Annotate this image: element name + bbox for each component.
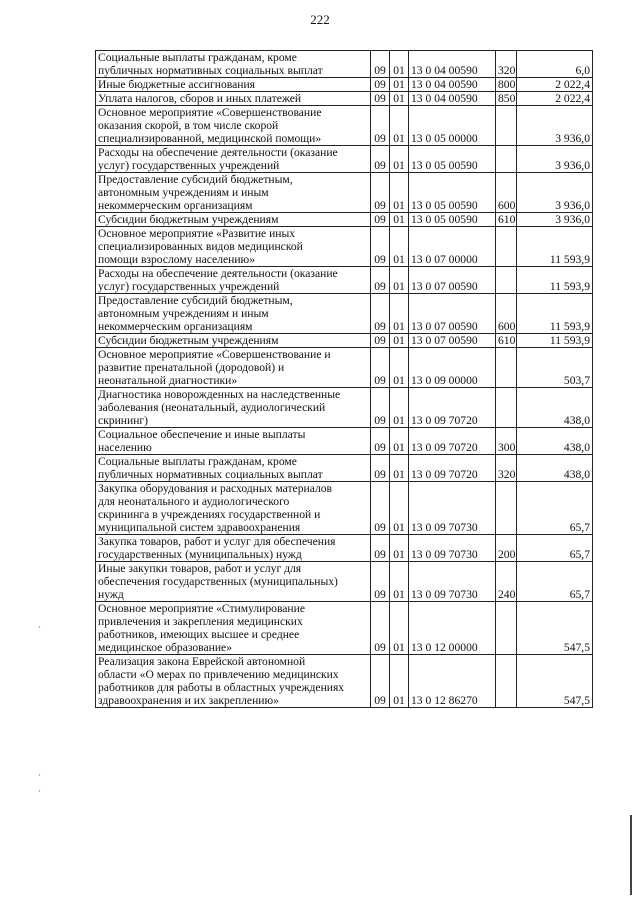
row-name-line: некоммерческим организациям — [98, 199, 253, 212]
row-name — [96, 655, 371, 708]
subsection-code: 01 — [390, 294, 409, 334]
expense-type-code: 300 — [496, 428, 517, 455]
amount: 438,0 — [517, 455, 593, 482]
target-article-code: 13 0 09 70720 — [409, 428, 496, 455]
row-name-line: Реализация закона Еврейской автономной — [98, 655, 306, 668]
subsection-code: 01 — [390, 267, 409, 294]
amount: 547,5 — [517, 602, 593, 655]
amount: 3 936,0 — [517, 213, 593, 227]
amount: 11 593,9 — [517, 227, 593, 267]
row-name-line: специализированных видов медицинской — [98, 240, 303, 253]
table-row — [96, 294, 593, 334]
budget-table — [95, 50, 593, 708]
amount: 6,0 — [517, 51, 593, 78]
expense-type-code — [496, 146, 517, 173]
subsection-code: 01 — [390, 602, 409, 655]
subsection-code: 01 — [390, 213, 409, 227]
target-article-code: 13 0 12 86270 — [409, 655, 496, 708]
expense-type-code — [496, 106, 517, 146]
table-row — [96, 106, 593, 146]
table-row — [96, 146, 593, 173]
subsection-code: 01 — [390, 334, 409, 348]
row-name — [96, 334, 371, 348]
expense-type-code: 800 — [496, 78, 517, 92]
row-name — [96, 602, 371, 655]
expense-type-code: 850 — [496, 92, 517, 106]
table-row — [96, 602, 593, 655]
expense-type-code — [496, 655, 517, 708]
row-name-line: Субсидии бюджетным учреждениям — [98, 334, 279, 347]
amount: 2 022,4 — [517, 92, 593, 106]
row-name-line: Иные закупки товаров, работ и услуг для — [98, 562, 302, 575]
row-name — [96, 428, 371, 455]
section-code: 09 — [371, 482, 390, 535]
section-code: 09 — [371, 146, 390, 173]
amount: 438,0 — [517, 388, 593, 428]
target-article-code: 13 0 04 00590 — [409, 78, 496, 92]
target-article-code: 13 0 09 70730 — [409, 535, 496, 562]
table-row — [96, 173, 593, 213]
section-code: 09 — [371, 562, 390, 602]
row-name-line: здравоохранения и их закреплению» — [98, 694, 279, 707]
amount: 438,0 — [517, 428, 593, 455]
row-name-line: Основное мероприятие «Стимулирование — [98, 602, 305, 615]
row-name-line: скрининг) — [98, 414, 149, 427]
table-row — [96, 562, 593, 602]
row-name-line: привлечения и закрепления медицинских — [98, 615, 303, 628]
table-row — [96, 227, 593, 267]
subsection-code: 01 — [390, 482, 409, 535]
row-name-line: неонатальной диагностики» — [98, 374, 238, 387]
row-name — [96, 106, 371, 146]
subsection-code: 01 — [390, 455, 409, 482]
row-name — [96, 92, 371, 106]
amount: 3 936,0 — [517, 146, 593, 173]
row-name-line: Предоставление субсидий бюджетным, — [98, 294, 293, 307]
table-row — [96, 213, 593, 227]
row-name — [96, 535, 371, 562]
target-article-code: 13 0 07 00590 — [409, 294, 496, 334]
table-row — [96, 334, 593, 348]
subsection-code: 01 — [390, 348, 409, 388]
target-article-code: 13 0 07 00590 — [409, 267, 496, 294]
row-name-line: публичных нормативных социальных выплат — [98, 468, 323, 481]
expense-type-code: 240 — [496, 562, 517, 602]
budget-table-body — [96, 51, 593, 708]
row-name-line: некоммерческим организациям — [98, 320, 253, 333]
row-name — [96, 173, 371, 213]
row-name — [96, 78, 371, 92]
row-name — [96, 482, 371, 535]
subsection-code: 01 — [390, 535, 409, 562]
section-code: 09 — [371, 535, 390, 562]
row-name-line: Расходы на обеспечение деятельности (оказание — [98, 267, 338, 280]
table-row — [96, 428, 593, 455]
subsection-code: 01 — [390, 92, 409, 106]
target-article-code: 13 0 05 00590 — [409, 146, 496, 173]
margin-mark: · — [38, 770, 41, 780]
target-article-code: 13 0 09 70720 — [409, 455, 496, 482]
table-row — [96, 482, 593, 535]
target-article-code: 13 0 09 70730 — [409, 562, 496, 602]
row-name-line: Закупка товаров, работ и услуг для обеспечения — [98, 535, 336, 548]
row-name-line: работников, имеющих высшее и среднее — [98, 628, 300, 641]
row-name-line: работников для работы в областных учреждениях — [98, 681, 345, 694]
row-name-line: развитие пренатальной (дородовой) и — [98, 361, 285, 374]
row-name — [96, 227, 371, 267]
row-name-line: Предоставление субсидий бюджетным, — [98, 173, 293, 186]
table-row — [96, 655, 593, 708]
expense-type-code — [496, 602, 517, 655]
target-article-code: 13 0 09 00000 — [409, 348, 496, 388]
section-code: 09 — [371, 602, 390, 655]
amount: 2 022,4 — [517, 78, 593, 92]
row-name-line: Основное мероприятие «Совершенствование и — [98, 348, 331, 361]
section-code: 09 — [371, 51, 390, 78]
row-name-line: Социальные выплаты гражданам, кроме — [98, 51, 297, 64]
subsection-code: 01 — [390, 388, 409, 428]
row-name-line: обеспечения государственных (муниципальных) — [98, 575, 338, 588]
row-name-line: населению — [98, 441, 152, 454]
expense-type-code — [496, 348, 517, 388]
section-code: 09 — [371, 428, 390, 455]
target-article-code: 13 0 09 70730 — [409, 482, 496, 535]
row-name-line: скрининга в учреждениях государственной и — [98, 508, 321, 521]
row-name — [96, 348, 371, 388]
row-name-line: автономным учреждениям и иным — [98, 186, 269, 199]
row-name-line: Социальные выплаты гражданам, кроме — [98, 455, 297, 468]
section-code: 09 — [371, 173, 390, 213]
expense-type-code — [496, 227, 517, 267]
expense-type-code: 610 — [496, 213, 517, 227]
row-name — [96, 562, 371, 602]
target-article-code: 13 0 05 00590 — [409, 173, 496, 213]
amount: 11 593,9 — [517, 267, 593, 294]
expense-type-code — [496, 388, 517, 428]
amount: 3 936,0 — [517, 173, 593, 213]
row-name-line: Закупка оборудования и расходных материалов — [98, 482, 332, 495]
subsection-code: 01 — [390, 78, 409, 92]
row-name-line: Социальное обеспечение и иные выплаты — [98, 428, 306, 441]
subsection-code: 01 — [390, 562, 409, 602]
amount: 65,7 — [517, 535, 593, 562]
row-name-line: Основное мероприятие «Совершенствование — [98, 106, 322, 119]
section-code: 09 — [371, 106, 390, 146]
row-name-line: государственных (муниципальных) нужд — [98, 548, 302, 561]
row-name-line: Основное мероприятие «Развитие иных — [98, 227, 296, 240]
table-row — [96, 455, 593, 482]
margin-mark: · — [38, 622, 41, 632]
row-name — [96, 294, 371, 334]
target-article-code: 13 0 09 70720 — [409, 388, 496, 428]
target-article-code: 13 0 04 00590 — [409, 92, 496, 106]
amount: 65,7 — [517, 562, 593, 602]
row-name — [96, 267, 371, 294]
row-name-line: Расходы на обеспечение деятельности (оказание — [98, 146, 338, 159]
table-row — [96, 92, 593, 106]
subsection-code: 01 — [390, 227, 409, 267]
margin-mark: · — [38, 786, 41, 796]
section-code: 09 — [371, 348, 390, 388]
subsection-code: 01 — [390, 428, 409, 455]
row-name-line: Диагностика новорожденных на наследственные — [98, 388, 341, 401]
row-name-line: Субсидии бюджетным учреждениям — [98, 213, 279, 226]
amount: 3 936,0 — [517, 106, 593, 146]
row-name-line: для неонатального и аудиологического — [98, 495, 290, 508]
row-name-line: области «О мерах по привлечению медицинских — [98, 668, 339, 681]
target-article-code: 13 0 05 00590 — [409, 213, 496, 227]
table-row — [96, 535, 593, 562]
row-name-line: муниципальной систем здравоохранения — [98, 521, 301, 534]
subsection-code: 01 — [390, 106, 409, 146]
subsection-code: 01 — [390, 173, 409, 213]
row-name — [96, 51, 371, 78]
table-row — [96, 388, 593, 428]
table-row — [96, 267, 593, 294]
expense-type-code: 200 — [496, 535, 517, 562]
row-name-line: специализированной, медицинской помощи» — [98, 132, 322, 145]
row-name-line: оказания скорой, в том числе скорой — [98, 119, 279, 132]
row-name-line: медицинское образование» — [98, 641, 232, 654]
amount: 11 593,9 — [517, 334, 593, 348]
row-name-line: Уплата налогов, сборов и иных платежей — [98, 92, 302, 105]
scan-edge-line — [630, 815, 632, 895]
row-name-line: услуг) государственных учреждений — [98, 159, 280, 172]
section-code: 09 — [371, 213, 390, 227]
amount: 11 593,9 — [517, 294, 593, 334]
row-name-line: автономным учреждениям и иным — [98, 307, 269, 320]
expense-type-code: 320 — [496, 51, 517, 78]
expense-type-code: 320 — [496, 455, 517, 482]
section-code: 09 — [371, 334, 390, 348]
section-code: 09 — [371, 227, 390, 267]
expense-type-code: 600 — [496, 173, 517, 213]
row-name-line: публичных нормативных социальных выплат — [98, 64, 323, 77]
row-name-line: услуг) государственных учреждений — [98, 280, 280, 293]
target-article-code: 13 0 07 00000 — [409, 227, 496, 267]
section-code: 09 — [371, 388, 390, 428]
amount: 503,7 — [517, 348, 593, 388]
table-row — [96, 348, 593, 388]
expense-type-code: 600 — [496, 294, 517, 334]
table-row — [96, 78, 593, 92]
row-name-line: помощи взрослому населению» — [98, 253, 256, 266]
row-name-line: заболевания (неонатальный, аудиологический — [98, 401, 326, 414]
expense-type-code — [496, 482, 517, 535]
row-name — [96, 146, 371, 173]
row-name-line: нужд — [98, 588, 124, 601]
page-number: 222 — [310, 12, 330, 27]
expense-type-code: 610 — [496, 334, 517, 348]
section-code: 09 — [371, 92, 390, 106]
expense-type-code — [496, 267, 517, 294]
table-row — [96, 51, 593, 78]
row-name-line: Иные бюджетные ассигнования — [98, 78, 255, 91]
target-article-code: 13 0 07 00590 — [409, 334, 496, 348]
amount: 547,5 — [517, 655, 593, 708]
subsection-code: 01 — [390, 51, 409, 78]
row-name — [96, 388, 371, 428]
target-article-code: 13 0 12 00000 — [409, 602, 496, 655]
section-code: 09 — [371, 455, 390, 482]
section-code: 09 — [371, 294, 390, 334]
section-code: 09 — [371, 78, 390, 92]
subsection-code: 01 — [390, 655, 409, 708]
amount: 65,7 — [517, 482, 593, 535]
section-code: 09 — [371, 267, 390, 294]
target-article-code: 13 0 04 00590 — [409, 51, 496, 78]
section-code: 09 — [371, 655, 390, 708]
row-name — [96, 213, 371, 227]
target-article-code: 13 0 05 00000 — [409, 106, 496, 146]
row-name — [96, 455, 371, 482]
subsection-code: 01 — [390, 146, 409, 173]
